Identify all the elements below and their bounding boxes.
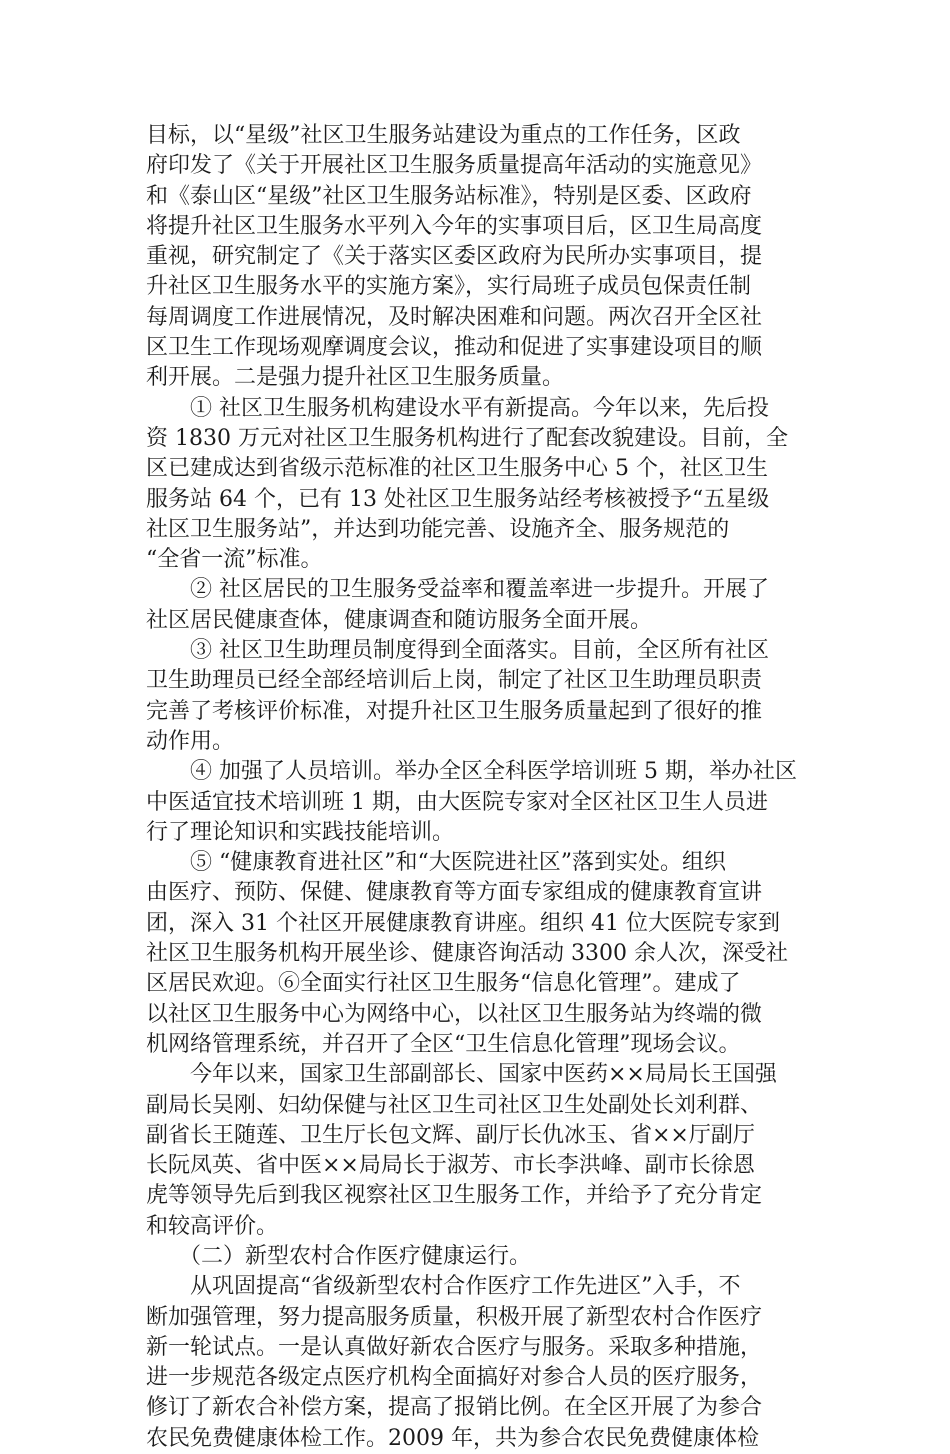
text-line: 利开展。二是强力提升社区卫生服务质量。 bbox=[146, 365, 565, 391]
text-line: 副局长吴刚、妇幼保健与社区卫生司社区卫生处副处长刘利群、 bbox=[146, 1092, 763, 1118]
text-line: 虎等领导先后到我区视察社区卫生服务工作，并给予了充分肯定 bbox=[146, 1183, 763, 1209]
text-line: （二）新型农村合作医疗健康运行。 bbox=[146, 1243, 532, 1269]
text-line: ② 社区居民的卫生服务受益率和覆盖率进一步提升。开展了 bbox=[146, 577, 769, 603]
text-line: 重视，研究制定了《关于落实区委区政府为民所办实事项目，提 bbox=[146, 244, 763, 270]
text-line: 和较高评价。 bbox=[146, 1213, 279, 1239]
text-line: 资 1830 万元对社区卫生服务机构进行了配套改貌建设。目前，全 bbox=[146, 425, 788, 451]
text-line: 社区卫生服务机构开展坐诊、健康咨询活动 3300 余人次，深受社 bbox=[146, 941, 788, 967]
text-line: 机网络管理系统，并召开了全区“卫生信息化管理”现场会议。 bbox=[146, 1031, 741, 1057]
text-line: 副省长王随莲、卫生厅长包文辉、副厅长仇冰玉、省××厅副厅 bbox=[146, 1122, 755, 1148]
text-line: 完善了考核评价标准，对提升社区卫生服务质量起到了很好的推 bbox=[146, 698, 763, 724]
text-line: 和《泰山区“星级”社区卫生服务站标准》，特别是区委、区政府 bbox=[146, 183, 752, 209]
text-line: 中医适宜技术培训班 1 期，由大医院专家对全区社区卫生人员进 bbox=[146, 789, 768, 815]
text-line: ① 社区卫生服务机构建设水平有新提高。今年以来，先后投 bbox=[146, 395, 769, 421]
text-line: 社区居民健康查体，健康调查和随访服务全面开展。 bbox=[146, 607, 653, 633]
text-line: 动作用。 bbox=[146, 728, 235, 754]
text-line: 团，深入 31 个社区开展健康教育讲座。组织 41 位大医院专家到 bbox=[146, 910, 780, 936]
text-line: 服务站 64 个，已有 13 处社区卫生服务站经考核被授予“五星级 bbox=[146, 486, 770, 512]
text-line: ⑤ “健康教育进社区”和“大医院进社区”落到实处。组织 bbox=[146, 850, 726, 876]
text-line: 从巩固提高“省级新型农村合作医疗工作先进区”入手，不 bbox=[146, 1274, 741, 1300]
text-line: 长阮凤英、省中医××局局长于淑芳、市长李洪峰、副市长徐恩 bbox=[146, 1153, 755, 1179]
text-line: 社区卫生服务站”，并达到功能完善、设施齐全、服务规范的 bbox=[146, 516, 730, 542]
text-line: 区已建成达到省级示范标准的社区卫生服务中心 5 个，社区卫生 bbox=[146, 456, 768, 482]
text-line: 升社区卫生服务水平的实施方案》，实行局班子成员包保责任制 bbox=[146, 274, 752, 300]
text-line: 修订了新农合补偿方案，提高了报销比例。在全区开展了为参合 bbox=[146, 1395, 763, 1421]
text-line: 区卫生工作现场观摩调度会议，推动和促进了实事建设项目的顺 bbox=[146, 335, 763, 361]
text-line: 府印发了《关于开展社区卫生服务质量提高年活动的实施意见》 bbox=[146, 153, 763, 179]
text-line: 卫生助理员已经全部经培训后上岗，制定了社区卫生助理员职责 bbox=[146, 668, 763, 694]
text-line: 区居民欢迎。⑥全面实行社区卫生服务“信息化管理”。建成了 bbox=[146, 971, 741, 997]
text-line: ③ 社区卫生助理员制度得到全面落实。目前，全区所有社区 bbox=[146, 638, 769, 664]
text-line: ④ 加强了人员培训。举办全区全科医学培训班 5 期，举办社区 bbox=[146, 759, 797, 785]
text-line: 今年以来，国家卫生部副部长、国家中医药××局局长王国强 bbox=[146, 1062, 777, 1088]
text-line: 进一步规范各级定点医疗机构全面搞好对参合人员的医疗服务， bbox=[146, 1365, 763, 1391]
text-line: 由医疗、预防、保健、健康教育等方面专家组成的健康教育宣讲 bbox=[146, 880, 763, 906]
text-line: 目标，以“星级”社区卫生服务站建设为重点的工作任务，区政 bbox=[146, 123, 741, 148]
text-line: 农民免费健康体检工作。2009 年，共为参合农民免费健康体检 bbox=[146, 1425, 759, 1451]
body-text bbox=[146, 121, 808, 1454]
text-line: 将提升社区卫生服务水平列入今年的实事项目后，区卫生局高度 bbox=[146, 213, 763, 239]
text-line: 以社区卫生服务中心为网络中心，以社区卫生服务站为终端的微 bbox=[146, 1001, 763, 1027]
text-line: 断加强管理，努力提高服务质量，积极开展了新型农村合作医疗 bbox=[146, 1304, 763, 1330]
text-line: 每周调度工作进展情况，及时解决困难和问题。两次召开全区社 bbox=[146, 304, 763, 330]
text-line: “全省一流”标准。 bbox=[146, 547, 323, 573]
text-line: 新一轮试点。一是认真做好新农合医疗与服务。采取多种措施， bbox=[146, 1334, 763, 1360]
text-line: 行了理论知识和实践技能培训。 bbox=[146, 819, 455, 845]
